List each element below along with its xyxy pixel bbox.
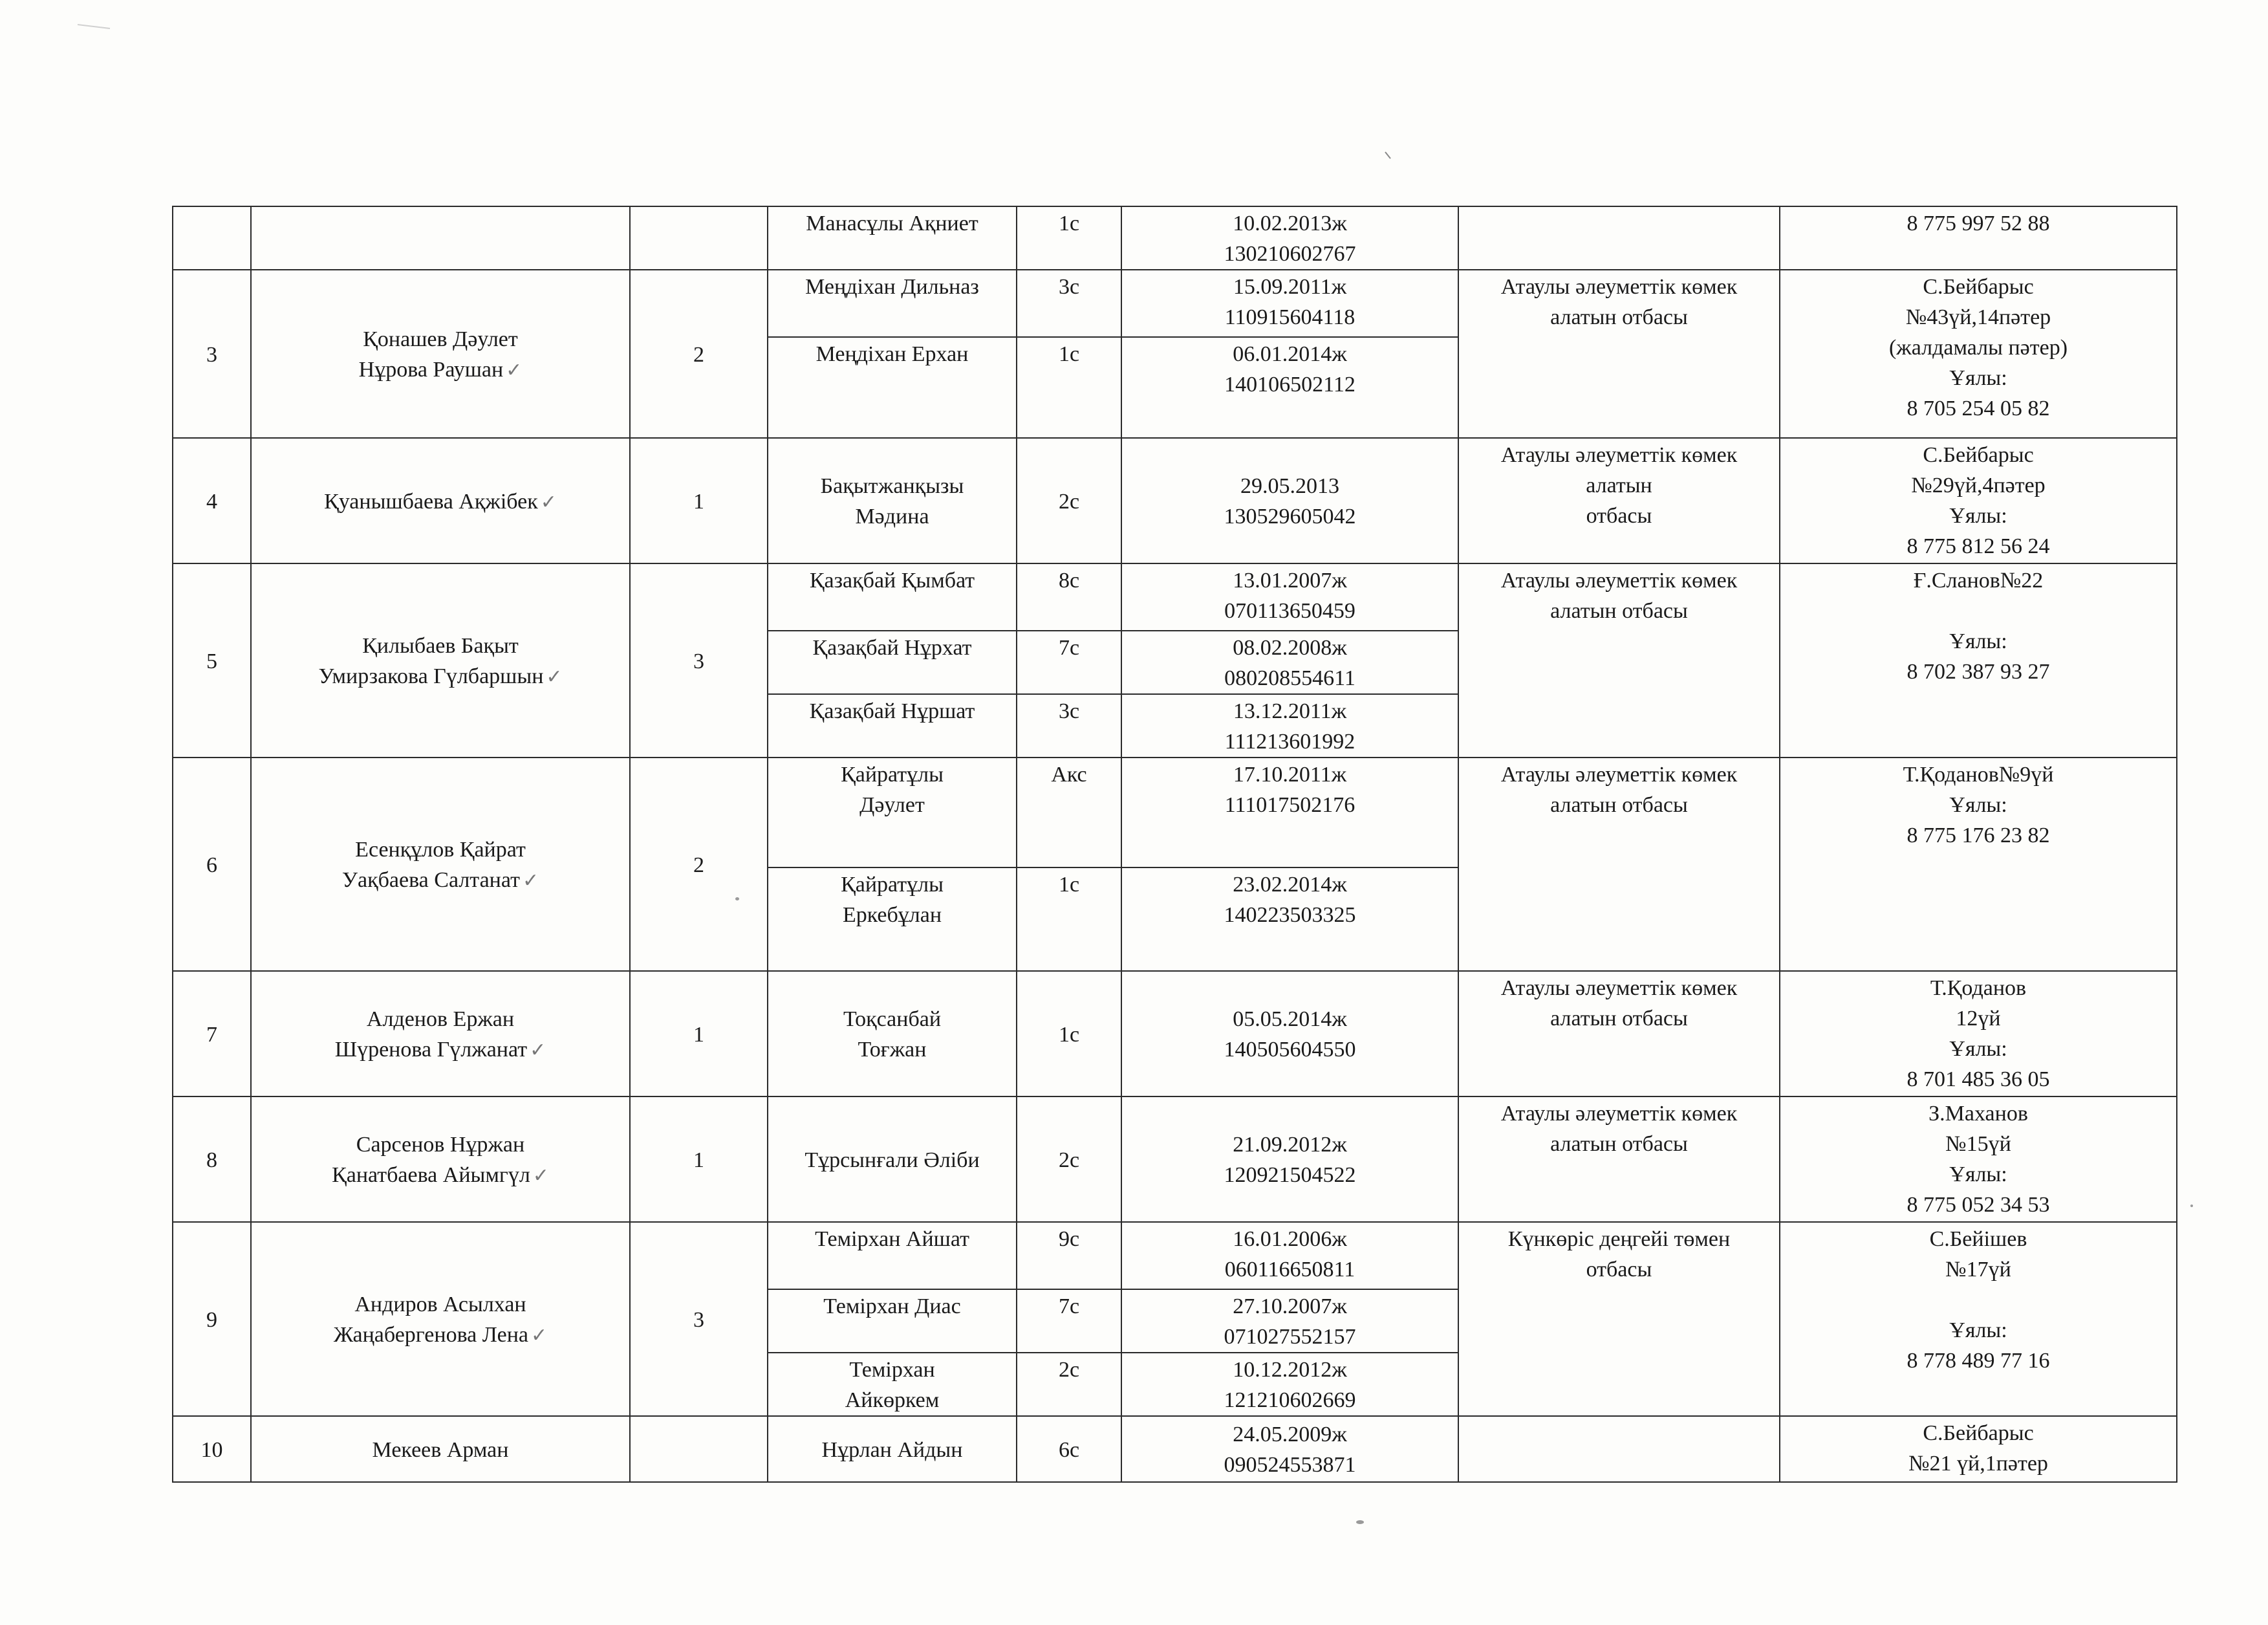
child-birth-iin	[1121, 1222, 1458, 1289]
child-name	[768, 694, 1017, 758]
parents-names	[251, 1096, 630, 1222]
parents-names	[251, 1416, 630, 1482]
child-grade	[1017, 1416, 1121, 1482]
address-phone-text: 8 775 997 52 88	[1906, 212, 2050, 235]
child-grade-text: 2с	[1058, 1148, 1080, 1172]
child-birth-iin	[1121, 438, 1458, 563]
parents-names	[251, 438, 630, 563]
family-status	[1458, 206, 1780, 270]
child-count	[630, 1096, 768, 1222]
child-birth-iin	[1121, 631, 1458, 694]
child-name	[768, 758, 1017, 867]
child-name	[768, 971, 1017, 1096]
parents-names	[251, 971, 630, 1096]
parents-names-text: Сарсенов Нұржан Қанатбаева Айымгүл	[332, 1133, 530, 1187]
address-phone-text: С.Бейбарыс №43үй,14пәтер (жалдамалы пәтер) Ұялы: 8 705 254 05 82	[1888, 275, 2068, 420]
parents-names-text: Алденов Ержан Шүренова Гүлжанат	[334, 1007, 528, 1062]
child-name	[768, 1353, 1017, 1416]
table-row	[173, 563, 2177, 631]
family-status-text: Атаулы әлеуметтік көмек алатын отбасы	[1500, 443, 1738, 528]
row-number	[173, 971, 251, 1096]
child-name-text: Темірхан Айкөркем	[845, 1358, 940, 1412]
child-count-text: 1	[693, 489, 704, 514]
child-name-text: Нұрлан Айдын	[821, 1437, 963, 1462]
child-name-text: Бақытжанқызы Мәдина	[820, 474, 964, 529]
row-number	[173, 1096, 251, 1222]
child-name-text: Меңдіхан Ерхан	[815, 342, 969, 366]
table-body	[173, 206, 2177, 1482]
child-birth-iin-text: 17.10.2011ж 111017502176	[1224, 763, 1355, 817]
child-birth-iin	[1121, 337, 1458, 438]
child-grade-text: 9с	[1058, 1227, 1080, 1251]
child-count-text: 3	[693, 1307, 704, 1332]
scan-speck	[1356, 1520, 1364, 1524]
family-status-text: Атаулы әлеуметтік көмек алатын отбасы	[1500, 1102, 1738, 1156]
child-birth-iin	[1121, 1353, 1458, 1416]
row-number-text: 10	[200, 1437, 223, 1462]
parents-names-text: Есенқұлов Қайрат Уақбаева Салтанат	[341, 838, 526, 892]
child-count-text: 1	[693, 1022, 704, 1047]
child-birth-iin	[1121, 206, 1458, 270]
child-birth-iin-text: 29.05.2013 130529605042	[1224, 474, 1356, 529]
child-grade	[1017, 1096, 1121, 1222]
table-row	[173, 270, 2177, 337]
child-grade-text: 2с	[1058, 489, 1080, 514]
family-status-text: Атаулы әлеуметтік көмек алатын отбасы	[1500, 763, 1738, 817]
address-phone-text: С.Бейбарыс №29үй,4пәтер Ұялы: 8 775 812 56 24	[1906, 443, 2050, 558]
family-status	[1458, 1222, 1780, 1416]
family-status-text: Атаулы әлеуметтік көмек алатын отбасы	[1500, 976, 1738, 1031]
checkmark-icon: ✓	[506, 359, 523, 382]
child-name-text: Қайратұлы Дәулет	[841, 763, 944, 817]
table-row	[173, 206, 2177, 270]
parents-names	[251, 1222, 630, 1416]
child-grade	[1017, 337, 1121, 438]
address-phone	[1780, 270, 2177, 438]
child-grade-text: 1с	[1058, 342, 1080, 366]
address-phone	[1780, 1416, 2177, 1482]
child-birth-iin-text: 05.05.2014ж 140505604550	[1224, 1007, 1356, 1062]
child-birth-iin	[1121, 694, 1458, 758]
parents-names-text: Қуанышбаева Ақжібек	[324, 489, 538, 514]
child-name	[768, 1289, 1017, 1353]
child-birth-iin-text: 24.05.2009ж 090524553871	[1224, 1423, 1356, 1477]
child-birth-iin-text: 27.10.2007ж 071027552157	[1224, 1294, 1356, 1349]
checkmark-icon: ✓	[522, 869, 539, 892]
parents-names	[251, 270, 630, 438]
row-number	[173, 758, 251, 971]
child-grade	[1017, 1289, 1121, 1353]
table-row	[173, 1416, 2177, 1482]
row-number	[173, 563, 251, 758]
row-number	[173, 438, 251, 563]
child-name	[768, 867, 1017, 971]
table-row	[173, 758, 2177, 867]
child-birth-iin-text: 10.02.2013ж 130210602767	[1224, 212, 1356, 266]
child-grade-text: 2с	[1058, 1358, 1080, 1382]
child-birth-iin	[1121, 758, 1458, 867]
child-count	[630, 1222, 768, 1416]
child-birth-iin-text: 13.01.2007ж 070113650459	[1224, 569, 1355, 623]
child-count	[630, 270, 768, 438]
child-name	[768, 563, 1017, 631]
child-name-text: Қазақбай Нұршат	[809, 699, 975, 723]
child-name-text: Темірхан Айшат	[815, 1227, 969, 1251]
parents-names-text: Қонашев Дәулет Нұрова Раушан	[358, 327, 518, 382]
child-grade-text: 1с	[1058, 873, 1080, 897]
child-grade-text: 7с	[1058, 1294, 1080, 1318]
child-birth-iin-text: 16.01.2006ж 060116650811	[1224, 1227, 1355, 1281]
child-birth-iin-text: 06.01.2014ж 140106502112	[1224, 342, 1355, 397]
child-birth-iin	[1121, 270, 1458, 337]
family-status-text: Күнкөріс деңгейі төмен отбасы	[1507, 1227, 1731, 1281]
scan-speck	[2190, 1205, 2193, 1207]
child-grade	[1017, 1353, 1121, 1416]
address-phone	[1780, 971, 2177, 1096]
child-count	[630, 971, 768, 1096]
child-count	[630, 563, 768, 758]
row-number	[173, 270, 251, 438]
child-birth-iin	[1121, 1096, 1458, 1222]
child-name-text: Қазақбай Қымбат	[809, 569, 975, 593]
family-status	[1458, 758, 1780, 971]
child-grade	[1017, 758, 1121, 867]
address-phone-text: Ғ.Сланов№22 Ұялы: 8 702 387 93 27	[1906, 569, 2050, 684]
row-number-text: 7	[206, 1022, 217, 1047]
address-phone	[1780, 206, 2177, 270]
table-row	[173, 971, 2177, 1096]
address-phone-text: Т.Қоданов 12үй Ұялы: 8 701 485 36 05	[1906, 976, 2050, 1091]
checkmark-icon: ✓	[546, 666, 563, 688]
family-registry-table	[172, 206, 2177, 1483]
child-name-text: Манасұлы Ақниет	[806, 212, 978, 235]
child-grade	[1017, 1222, 1121, 1289]
child-grade-text: 6с	[1058, 1437, 1080, 1462]
child-birth-iin-text: 15.09.2011ж 110915604118	[1224, 275, 1355, 329]
address-phone-text: Т.Қоданов№9үй Ұялы: 8 775 176 23 82	[1903, 763, 2054, 847]
parents-names	[251, 206, 630, 270]
parents-names-text: Мекеев Арман	[372, 1437, 509, 1462]
child-name	[768, 270, 1017, 337]
family-status	[1458, 438, 1780, 563]
child-birth-iin	[1121, 971, 1458, 1096]
family-status-text: Атаулы әлеуметтік көмек алатын отбасы	[1500, 275, 1738, 329]
child-count	[630, 758, 768, 971]
child-name-text: Темірхан Диас	[823, 1294, 961, 1318]
row-number	[173, 206, 251, 270]
child-name-text: Қайратұлы Еркебұлан	[841, 873, 944, 927]
parents-names	[251, 563, 630, 758]
family-status	[1458, 270, 1780, 438]
child-grade	[1017, 867, 1121, 971]
address-phone-text: З.Маханов №15үй Ұялы: 8 775 052 34 53	[1906, 1102, 2050, 1217]
row-number-text: 3	[206, 342, 217, 367]
checkmark-icon: ✓	[530, 1324, 548, 1347]
address-phone	[1780, 1096, 2177, 1222]
child-birth-iin-text: 21.09.2012ж 120921504522	[1224, 1133, 1356, 1187]
child-grade-text: 3с	[1058, 275, 1080, 299]
child-grade-text: 3с	[1058, 699, 1080, 723]
child-birth-iin	[1121, 867, 1458, 971]
child-grade-text: 1с	[1058, 1022, 1080, 1047]
child-name-text: Тоқсанбай Тоғжан	[843, 1007, 942, 1062]
child-name	[768, 438, 1017, 563]
checkmark-icon: ✓	[532, 1164, 549, 1187]
address-phone	[1780, 438, 2177, 563]
child-grade	[1017, 206, 1121, 270]
child-count-text: 2	[693, 342, 704, 367]
child-count	[630, 1416, 768, 1482]
address-phone-text: С.Бейбарыс №21 үй,1пәтер	[1908, 1421, 2048, 1476]
child-count-text: 1	[693, 1148, 704, 1172]
checkmark-icon: ✓	[540, 490, 557, 514]
parents-names-text: Андиров Асылхан Жаңабергенова Лена	[333, 1292, 528, 1347]
family-status	[1458, 1416, 1780, 1482]
child-count	[630, 206, 768, 270]
child-grade-text: 8с	[1058, 569, 1080, 593]
child-grade	[1017, 631, 1121, 694]
child-name-text: Меңдіхан Дильназ	[805, 275, 979, 299]
family-status	[1458, 563, 1780, 758]
family-status-text: Атаулы әлеуметтік көмек алатын отбасы	[1500, 569, 1738, 623]
address-phone	[1780, 1222, 2177, 1416]
parents-names	[251, 758, 630, 971]
child-grade-text: Акс	[1051, 763, 1087, 787]
table-row	[173, 1096, 2177, 1222]
child-name	[768, 631, 1017, 694]
row-number-text: 6	[206, 853, 217, 877]
address-phone	[1780, 563, 2177, 758]
row-number-text: 4	[206, 489, 217, 514]
child-birth-iin-text: 08.02.2008ж 080208554611	[1224, 636, 1355, 690]
child-grade-text: 7с	[1058, 636, 1080, 660]
child-count-text: 3	[693, 649, 704, 673]
child-grade-text: 1с	[1058, 212, 1080, 235]
child-birth-iin-text: 23.02.2014ж 140223503325	[1224, 873, 1356, 927]
child-birth-iin-text: 13.12.2011ж 111213601992	[1224, 699, 1355, 754]
table-row	[173, 1222, 2177, 1289]
child-grade	[1017, 563, 1121, 631]
child-count	[630, 438, 768, 563]
child-name-text: Қазақбай Нұрхат	[812, 636, 972, 660]
address-phone	[1780, 758, 2177, 971]
checkmark-icon: ✓	[530, 1039, 546, 1062]
child-name	[768, 1222, 1017, 1289]
table-row	[173, 438, 2177, 563]
child-birth-iin	[1121, 1416, 1458, 1482]
child-grade	[1017, 270, 1121, 337]
row-number	[173, 1222, 251, 1416]
child-birth-iin-text: 10.12.2012ж 121210602669	[1224, 1358, 1356, 1412]
child-birth-iin	[1121, 1289, 1458, 1353]
child-name	[768, 206, 1017, 270]
child-count-text: 2	[693, 853, 704, 877]
row-number-text: 9	[206, 1307, 217, 1332]
row-number-text: 5	[206, 649, 217, 673]
child-name	[768, 1096, 1017, 1222]
family-status	[1458, 1096, 1780, 1222]
row-number	[173, 1416, 251, 1482]
parents-names-text: Қилыбаев Бақыт Умирзакова Гүлбаршын	[318, 634, 544, 688]
child-birth-iin	[1121, 563, 1458, 631]
family-status	[1458, 971, 1780, 1096]
address-phone-text: С.Бейішев №17үй Ұялы: 8 778 489 77 16	[1906, 1227, 2050, 1373]
row-number-text: 8	[206, 1148, 217, 1172]
child-name	[768, 1416, 1017, 1482]
child-grade	[1017, 971, 1121, 1096]
child-name	[768, 337, 1017, 438]
child-name-text: Тұрсынғали Әліби	[805, 1148, 980, 1172]
child-grade	[1017, 694, 1121, 758]
child-grade	[1017, 438, 1121, 563]
